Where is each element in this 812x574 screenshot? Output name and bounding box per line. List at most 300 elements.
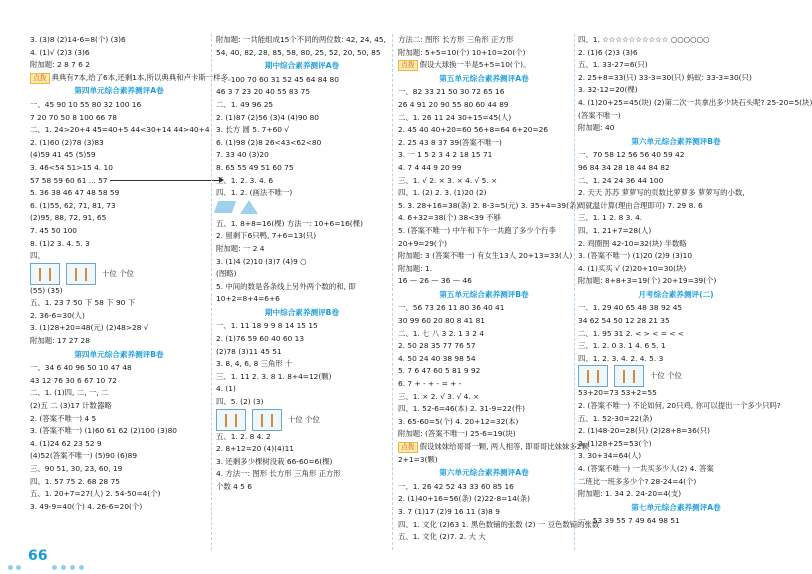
answer-line [578,200,774,213]
answer-line [216,99,388,112]
answer-text: 附加题: 一 2 4 [216,243,265,253]
answer-line [216,256,388,269]
answer-text: 3. (1)28+20=48(元) (2)48>28 √ [30,323,149,333]
answer-line [578,72,774,85]
answer-line [30,225,208,238]
answer-text: 假设妹妹给哥哥一颗, 两人相等, 即哥哥比妹妹多2颗 [419,442,589,451]
answer-line [30,400,208,413]
answer-text: 2. (1)6 (2)3 (3)6 [578,47,638,57]
section-heading: 第五单元综合素养测评B卷 [439,289,529,299]
answer-line [216,230,388,243]
abacus-icon [614,365,644,387]
answer-line [578,476,774,489]
answer-text: 3. (答案不唯一) (1)60 61 62 (2)100 (3)80 [30,426,177,436]
abacus-icon [66,263,96,285]
answer-line [578,413,774,426]
answer-text: 57 58 59 60 61 ... 57 [30,175,108,185]
answer-text: 2. 45 40 40+20=60 56+8=64 6+20=26 [398,125,548,135]
answer-text: 三、1. × 2. √ 3. √ 4. × [398,391,480,401]
answer-text: 一、70 58 12 56 56 40 59 42 [578,150,685,160]
answer-text: 四、 [30,251,45,261]
answer-line [216,47,388,60]
answer-line [30,162,208,175]
answer-text: (55) (35) [30,285,63,295]
answer-line [578,250,774,263]
answer-line [216,200,388,218]
answer-line [398,481,570,494]
answer-line [216,456,388,469]
answer-text: 四、1. 2. 3. 4. 2. 4. 5. 3 [578,353,664,363]
answer-line [578,47,774,60]
answer-line [216,149,388,162]
answer-line [398,416,570,429]
answer-text: 2. 8+12=20 (4)(4)11 [216,444,294,454]
answer-line [578,425,774,438]
answer-text: 一、56 73 26 11 80 36 40 41 [398,303,505,313]
answer-line [216,243,388,256]
answer-line [30,238,208,251]
answer-text: 4. 方法一: 图形 长方形 三角形 正方形 [216,469,341,479]
answer-text: 6. (1)98 (2)8 26<43<62<80 [216,137,322,147]
abacus-icon [578,365,608,387]
answer-text: 一、82 33 21 50 30 72 65 16 [398,87,505,97]
answer-text: (4)59 41 45 (5)59 [30,150,96,160]
answer-text: 16 — 26 — 36 — 46 [398,276,472,286]
answer-line [30,47,208,60]
answer-line [398,519,600,532]
answer-text: 54, 40, 82, 28, 85, 58, 80, 25, 52, 20, 50, 85 [216,47,381,57]
answer-line [216,346,388,359]
answer-text: 4. (答案不唯一) 一共买多少人(2) 4. 答案 [578,464,714,473]
answer-line [216,268,388,281]
answer-text: 5. 36 38 46 47 48 58 59 [30,188,120,198]
answer-line [398,391,570,404]
answer-line [398,441,589,454]
answer-text: 43 12 76 30 6 67 10 72 [30,375,117,385]
answer-text: 一、1. 11 18 9 9 8 14 15 15 [216,321,318,331]
answer-text: 附加题: 40 [578,123,615,133]
answer-text: 十位 个位 [288,414,320,424]
answer-text: 2. (1)87 (2)56 (3)4 (4)90 80 [216,112,319,122]
answer-text: 4. (1)20+25=45(块) (2)第二次一共拿出多少块石头呢? 25-20=5(块) [578,97,812,107]
answer-line [398,99,570,112]
answer-line [398,493,570,506]
answer-text: 4. 7 4 44 9 20 99 [398,162,462,172]
answer-text: 3. 65-60=5(个) 4. 20+12=32(本) [398,416,519,426]
section-heading: 第七单元综合素养测评A卷 [631,502,721,512]
answer-text: 一、1. 29 40 65 48 38 92 45 [578,303,683,313]
answer-line [578,515,774,528]
answer-line [578,328,774,341]
answer-line [578,175,774,188]
answer-text: 4. (1)买买 √ (2)20+10=30(块) [578,263,687,273]
answer-text: 3. (1)28+25=53(个) [578,438,652,448]
answer-line [398,353,570,366]
section-heading: 第四单元综合素养测评B卷 [74,349,164,359]
answer-line [30,438,208,451]
answer-line [398,263,570,276]
answer-text: 四、5. (2) (3) [216,397,264,407]
answer-text: 4. 50 24 40 38 98 54 [398,353,476,363]
answer-text: 附加题: (答案不唯一) 25-6=19(块) [398,429,516,439]
answer-text: 3. 46<54 51>15 4. 10 [30,162,113,172]
answer-line [398,34,570,47]
answer-line [398,275,570,288]
answer-line [398,187,570,200]
hint-tag: 点拨 [30,73,50,84]
answer-line [30,476,208,489]
answer-line [30,124,208,137]
answer-line [398,124,570,137]
answer-text: 2. (1)48-20=28(只) (2)28+8=36(只) [578,426,710,436]
answer-text: 10+2=8+4=6+6 [216,294,280,304]
answer-text: 3. 一 1 5 2 3 4 2 18 15 71 [398,150,493,160]
answer-line [578,400,781,413]
answer-text: 假设大球换一半是5+5=10(个)。 [419,60,531,70]
answer-text: 四、1. 52-6=46(本) 2. 31-9=22(件) [398,404,525,414]
column-divider [211,34,212,550]
answer-line [216,333,388,346]
number-line-icon [110,180,220,181]
answer-text: 7 20 70 50 8 100 66 78 [30,112,117,122]
answer-line [578,212,774,225]
answer-line [398,175,570,188]
answer-line [216,218,388,231]
answer-text: 6. 7 + - + - = + - [398,379,462,389]
answer-line [216,86,388,99]
answer-line [30,250,208,263]
answer-text: 二、1. 24>20+4 45=40+5 44<30+14 44>40+4 [30,125,210,135]
answer-text: 十位 个位 [102,268,134,278]
answer-line [30,112,208,125]
answer-text: 五、1. 20+7=27(人) 2. 54-50=4(个) [30,489,161,499]
answer-text: 三、1. 2. 0 3. 1 4. 6 5. 1 [578,341,666,351]
answer-line [30,413,208,426]
hint-tag: 点拨 [398,60,418,71]
answer-text: 十位 个位 [650,371,682,381]
answer-line [216,74,388,87]
column-divider [574,34,575,550]
answer-line [398,59,570,72]
answer-text: 46 3 7 23 20 40 55 83 75 [216,87,311,97]
answer-line [398,238,570,251]
section-heading: 期中综合素养测评B卷 [264,307,340,317]
answer-text: 3. 还剩多少棵树没栽 66-60=6(棵) [216,456,333,466]
section-heading: 第六单元综合素养测评B卷 [631,136,721,146]
answer-line [216,162,388,175]
answer-text: 2. 天天 苏苏 萝萝写的页数比萝萝多 萝萝写的小数, [578,188,745,198]
answer-line [30,488,208,501]
section-heading: 月考综合素养测评(二) [638,289,714,299]
answer-text: 4. (1) [216,384,236,394]
answer-line [30,187,208,200]
answer-text: (4)52(答案不唯一) (5)90 (6)89 [30,451,138,461]
answer-line [30,99,208,112]
answer-text: 2. (1)40+16=56(条) (2)22-8=14(条) [398,494,530,504]
answer-text: 四、1. 21+7=28(人) [578,225,652,235]
answer-text: (图略) [216,269,237,279]
answer-line [216,409,388,431]
answer-text: 5. 中间的数是各条线上另外两个数的和, 即 [216,281,356,291]
column-2 [216,34,388,550]
answer-line [578,162,774,175]
answer-text: 53+20=73 53+2=55 [578,388,657,398]
answer-line [30,72,236,85]
answer-line [578,34,774,47]
abacus-icon [30,263,60,285]
abacus-icon [216,409,246,431]
answer-line [30,450,208,463]
answer-line [216,34,388,47]
answer-text: 2. 留剩下6只鸭, 7+6=13(只) [216,231,317,241]
answer-text: 一、53 39 55 7 49 64 98 51 [578,516,680,526]
answer-text: 附加题: 8+8+3=19(个) 20+19=39(个) [578,276,717,286]
answer-text: 20+9=29(个) [398,238,448,248]
answer-text: 3. 8, 4, 6, 8 三角形 十 [216,359,293,369]
answer-text: 2. 鸡圈图 42-10=32(块) 半数略 [578,238,687,248]
answer-text: 四、1. 文化 (2)63 1. 黑色数铺的张数 (2) 一 豆色数铺的张数 [398,519,600,529]
answer-text: 附加题: 5+5=10(个) 10+10=20(个) [398,47,526,57]
answer-line [578,302,774,315]
answer-line [578,122,774,135]
answer-line [578,225,774,238]
answer-text: 3. 长方 圆 5. 7+60 √ [216,125,290,135]
answer-line [30,335,208,348]
answer-text: 3. 7 (1)17 (2)9 16 11 (3)8 9 [398,506,500,516]
answer-text: (2)五 二 (3)17 计数器略 [30,401,112,411]
answer-text: 8. 65 55 49 51 60 75 [216,162,294,172]
answer-line [398,162,570,175]
answer-line [30,425,208,438]
answer-line [578,238,774,251]
answer-line [398,212,570,225]
answer-text: (答案不唯一) [578,110,621,120]
answer-line [398,225,570,238]
answer-text: 一、34 6 40 96 50 10 47 48 [30,363,132,373]
answer-text: 一、1. 26 42 52 43 33 60 85 16 [398,481,514,491]
answer-text: 3. 32-12=20(棵) [578,85,638,95]
answer-line [30,362,208,375]
answer-text: 四、1. 2. (画法不唯一) [216,188,293,198]
answer-text: 五、1. 33-27=6(只) [578,60,648,70]
answer-line [30,463,208,476]
answer-text: 二、1. 26 11 24 30+15=45(人) [398,112,512,122]
answer-text: (2)78 (3)11 45 51 [216,346,282,356]
answer-line [398,506,570,519]
parallelogram-icon [214,201,236,213]
answer-text: 周就温计算(理由合理即可) 7. 29 8. 6 [578,200,703,210]
answer-line [30,285,208,298]
answer-line [216,124,388,137]
answer-text: 2. (答案不唯一) 不论如何, 20只鸡, 你可以提出一个多少只吗? [578,401,781,411]
answer-text: 5. 7 6 47 60 5 81 9 92 [398,366,481,376]
answer-line [398,302,570,315]
answer-line [216,187,388,200]
answer-text: 附加题: 17 27 28 [30,336,90,346]
answer-line [216,481,388,494]
answer-text: 3. 30+34=64(人) [578,451,642,461]
answer-text: 2. 36-6=30(人) [30,310,85,320]
answer-text: 三、1. √ 2. × 3. × 4. √ 5. × [398,175,498,185]
answer-text: 96 84 34 28 18 44 84 82 [578,162,670,172]
answer-line [578,353,774,366]
answer-text: 3. (1)4 (2)10 (3)7 (4)9 ○ [216,256,307,266]
answer-line [398,403,570,416]
answer-text: 4. (1)√ (2)3 (3)6 [30,47,90,57]
answer-line [578,187,774,200]
answer-line [216,396,388,409]
answer-line [578,488,774,501]
answer-text: 二、1. 49 96 25 [216,99,274,109]
answer-text: 4. (1)24 62 23 52 9 [30,438,102,448]
answer-line [30,200,208,213]
answer-text: 5. 3. 28+16=38(条) 2. 8-3=5(元) 3. 35+4=39(条) [398,200,580,210]
answer-text: 2. 25 43 8 37 39(答案不唯一) [398,137,502,147]
answer-line [398,112,570,125]
answer-line [398,315,570,328]
answer-line [216,175,388,188]
answer-text: 方法二: 图形 长方形 三角形 正方形 [398,35,514,44]
answer-text: 一、45 90 10 55 80 32 100 16 [30,99,142,109]
answer-text: 五、1. 52-30=22(条) [578,413,653,423]
answer-text: 8. (1)2 3. 4. 5. 3 [30,238,90,248]
section-heading: 期中综合素养测评A卷 [264,61,340,71]
answer-text: 3. (答案不唯一) (1)20 (2)9 (3)10 [578,251,693,261]
answer-text: 五、1. 文化 (2)7. 2. 大 大 [398,532,486,542]
answer-line [30,297,208,310]
answer-line [578,59,774,72]
answer-line [398,149,570,162]
answer-line [578,275,774,288]
answer-line [30,263,208,285]
page-number: 66 [28,548,48,564]
answer-line [216,281,388,294]
answer-text: 34 62 54 50 12 28 21 35 [578,316,670,326]
answer-text: 五、1. 8+8=16(棵) 方法一: 10+6=16(棵) [216,218,363,228]
answer-text: 二、1. 95 31 2. < > < = < < [578,328,684,338]
answer-text: 个数 4 5 6 [216,482,252,491]
section-heading: 第五单元综合素养测评A卷 [439,73,529,83]
answer-text: 2. (1)76 59 60 40 60 13 [216,334,305,344]
answer-line [30,322,208,335]
answer-text: 五、1. 23 7 50 下 58 下 90 下 [30,298,136,308]
answer-text: 3. (3)8 (2)14-6=8(个) (3)6 [30,35,126,44]
answer-line [398,531,570,544]
column-4 [578,34,812,550]
answer-line [216,431,388,444]
section-heading: 第四单元综合素养测评A卷 [74,86,164,96]
answer-text: 四、1. (2) 2. 3. (1)20 (2) [398,188,487,198]
answer-line [578,315,774,328]
answer-text: 二班比一班多多少个? 28-24=4(个) [578,476,697,486]
answer-text: 2+1=3(颗) [398,454,438,464]
answer-text: 2. (1)60 (2)78 (3)83 [30,137,104,147]
answer-text: (2)95, 88, 72, 91, 65 [30,213,107,223]
answer-line [578,110,774,123]
answer-line [398,428,570,441]
answer-line [398,86,570,99]
answer-text: 7. 33 40 (3)20 [216,150,269,160]
answer-line [30,501,208,514]
answer-text: 附加题: 一共能组成15个不同的两位数: 42, 24, 45, [216,35,386,44]
answer-line [216,443,388,456]
answer-text: 四、1. ☆☆☆☆☆☆☆☆☆☆ ○○○○○○ [578,35,710,44]
answer-text: 26 4 91 20 90 55 80 60 44 89 [398,99,509,109]
answer-line [398,47,570,60]
hint-tag: 点拨 [398,442,418,453]
answer-line [578,438,774,451]
column-divider [392,34,393,550]
answer-line [216,371,388,384]
answer-text: 二、1. (1)四, 二, 一, 二 [30,388,109,398]
answer-text: 2. (答案不唯一) 4 5 [30,413,97,423]
answer-text: 三、1. 2. 3. 4. 6 [216,175,274,185]
answer-text: 附加题: 3 (答案不唯一) 有女生13人 20+13=33(人) [398,251,573,261]
answer-line [578,263,774,276]
answer-line [216,293,388,306]
answer-line [30,175,208,188]
answer-text: 7. 45 50 100 [30,225,78,235]
answer-text: 五、1. 2. 8 4. 2 [216,431,271,441]
answer-text: 三、90 51, 30, 23, 60, 19 [30,464,123,473]
answer-text: 附加题: 1. 34 2. 24-20=4(支) [578,489,682,499]
answer-line [216,320,388,333]
answer-text: 2. 25+8=33(只) 33-3=30(只) 蚂蚁: 33-3=30(只) [578,72,752,82]
answer-line [578,84,774,97]
answer-line [398,365,570,378]
answer-text: 四、1. 57 75 2. 68 28 75 [30,476,121,486]
answer-line [398,328,570,341]
decorative-dots [52,555,88,574]
triangle-icon [240,200,258,214]
answer-line [398,454,570,467]
answer-text: 30 99 60 20 80 8 41 81 [398,316,485,326]
answer-line [30,387,208,400]
answer-line [216,383,388,396]
answer-line [216,137,388,150]
answer-line [30,375,208,388]
answer-line [578,450,774,463]
answer-line [398,200,580,213]
answer-text: 二、1. 七 八 3 2. 1 3 2 4 [398,328,484,338]
answer-line [578,387,774,400]
answer-line [398,378,570,391]
answer-text: 三、1. 1 2. 8 3. 4. [578,213,643,223]
decorative-dots-left [8,555,24,574]
answer-line [578,365,774,387]
answer-text: 4. 6+32=38(个) 38<39 不够 [398,213,501,223]
answer-line [216,358,388,371]
answer-text: 典典有7本,给了6本,还剩1本,所以典典和卢卡斯一样多。 [51,72,236,82]
answer-line [398,340,570,353]
answer-line [398,250,573,263]
answer-text: 一、100 70 60 31 52 45 64 84 80 [216,74,339,84]
section-heading: 第六单元综合素养测评A卷 [439,468,529,478]
answer-line [30,149,208,162]
answer-text: 5. (答案不唯一) 中午和下午一共跑了多少个行李 [398,225,556,235]
answer-text: 附加题: 2 8 7 6 2 [30,60,90,70]
abacus-icon [252,409,282,431]
answer-line [30,59,208,72]
answer-line [398,137,570,150]
answer-text: 二、1. 24 24 36 44 100 [578,175,664,185]
answer-text: 2. 50 28 35 77 76 57 [398,341,476,351]
answer-text: 三、1. 11 2. 3. 8 1. 8+4=12(颗) [216,371,332,381]
answer-line [578,97,812,110]
answer-line [30,212,208,225]
answer-line [216,112,388,125]
answer-line [578,340,774,353]
